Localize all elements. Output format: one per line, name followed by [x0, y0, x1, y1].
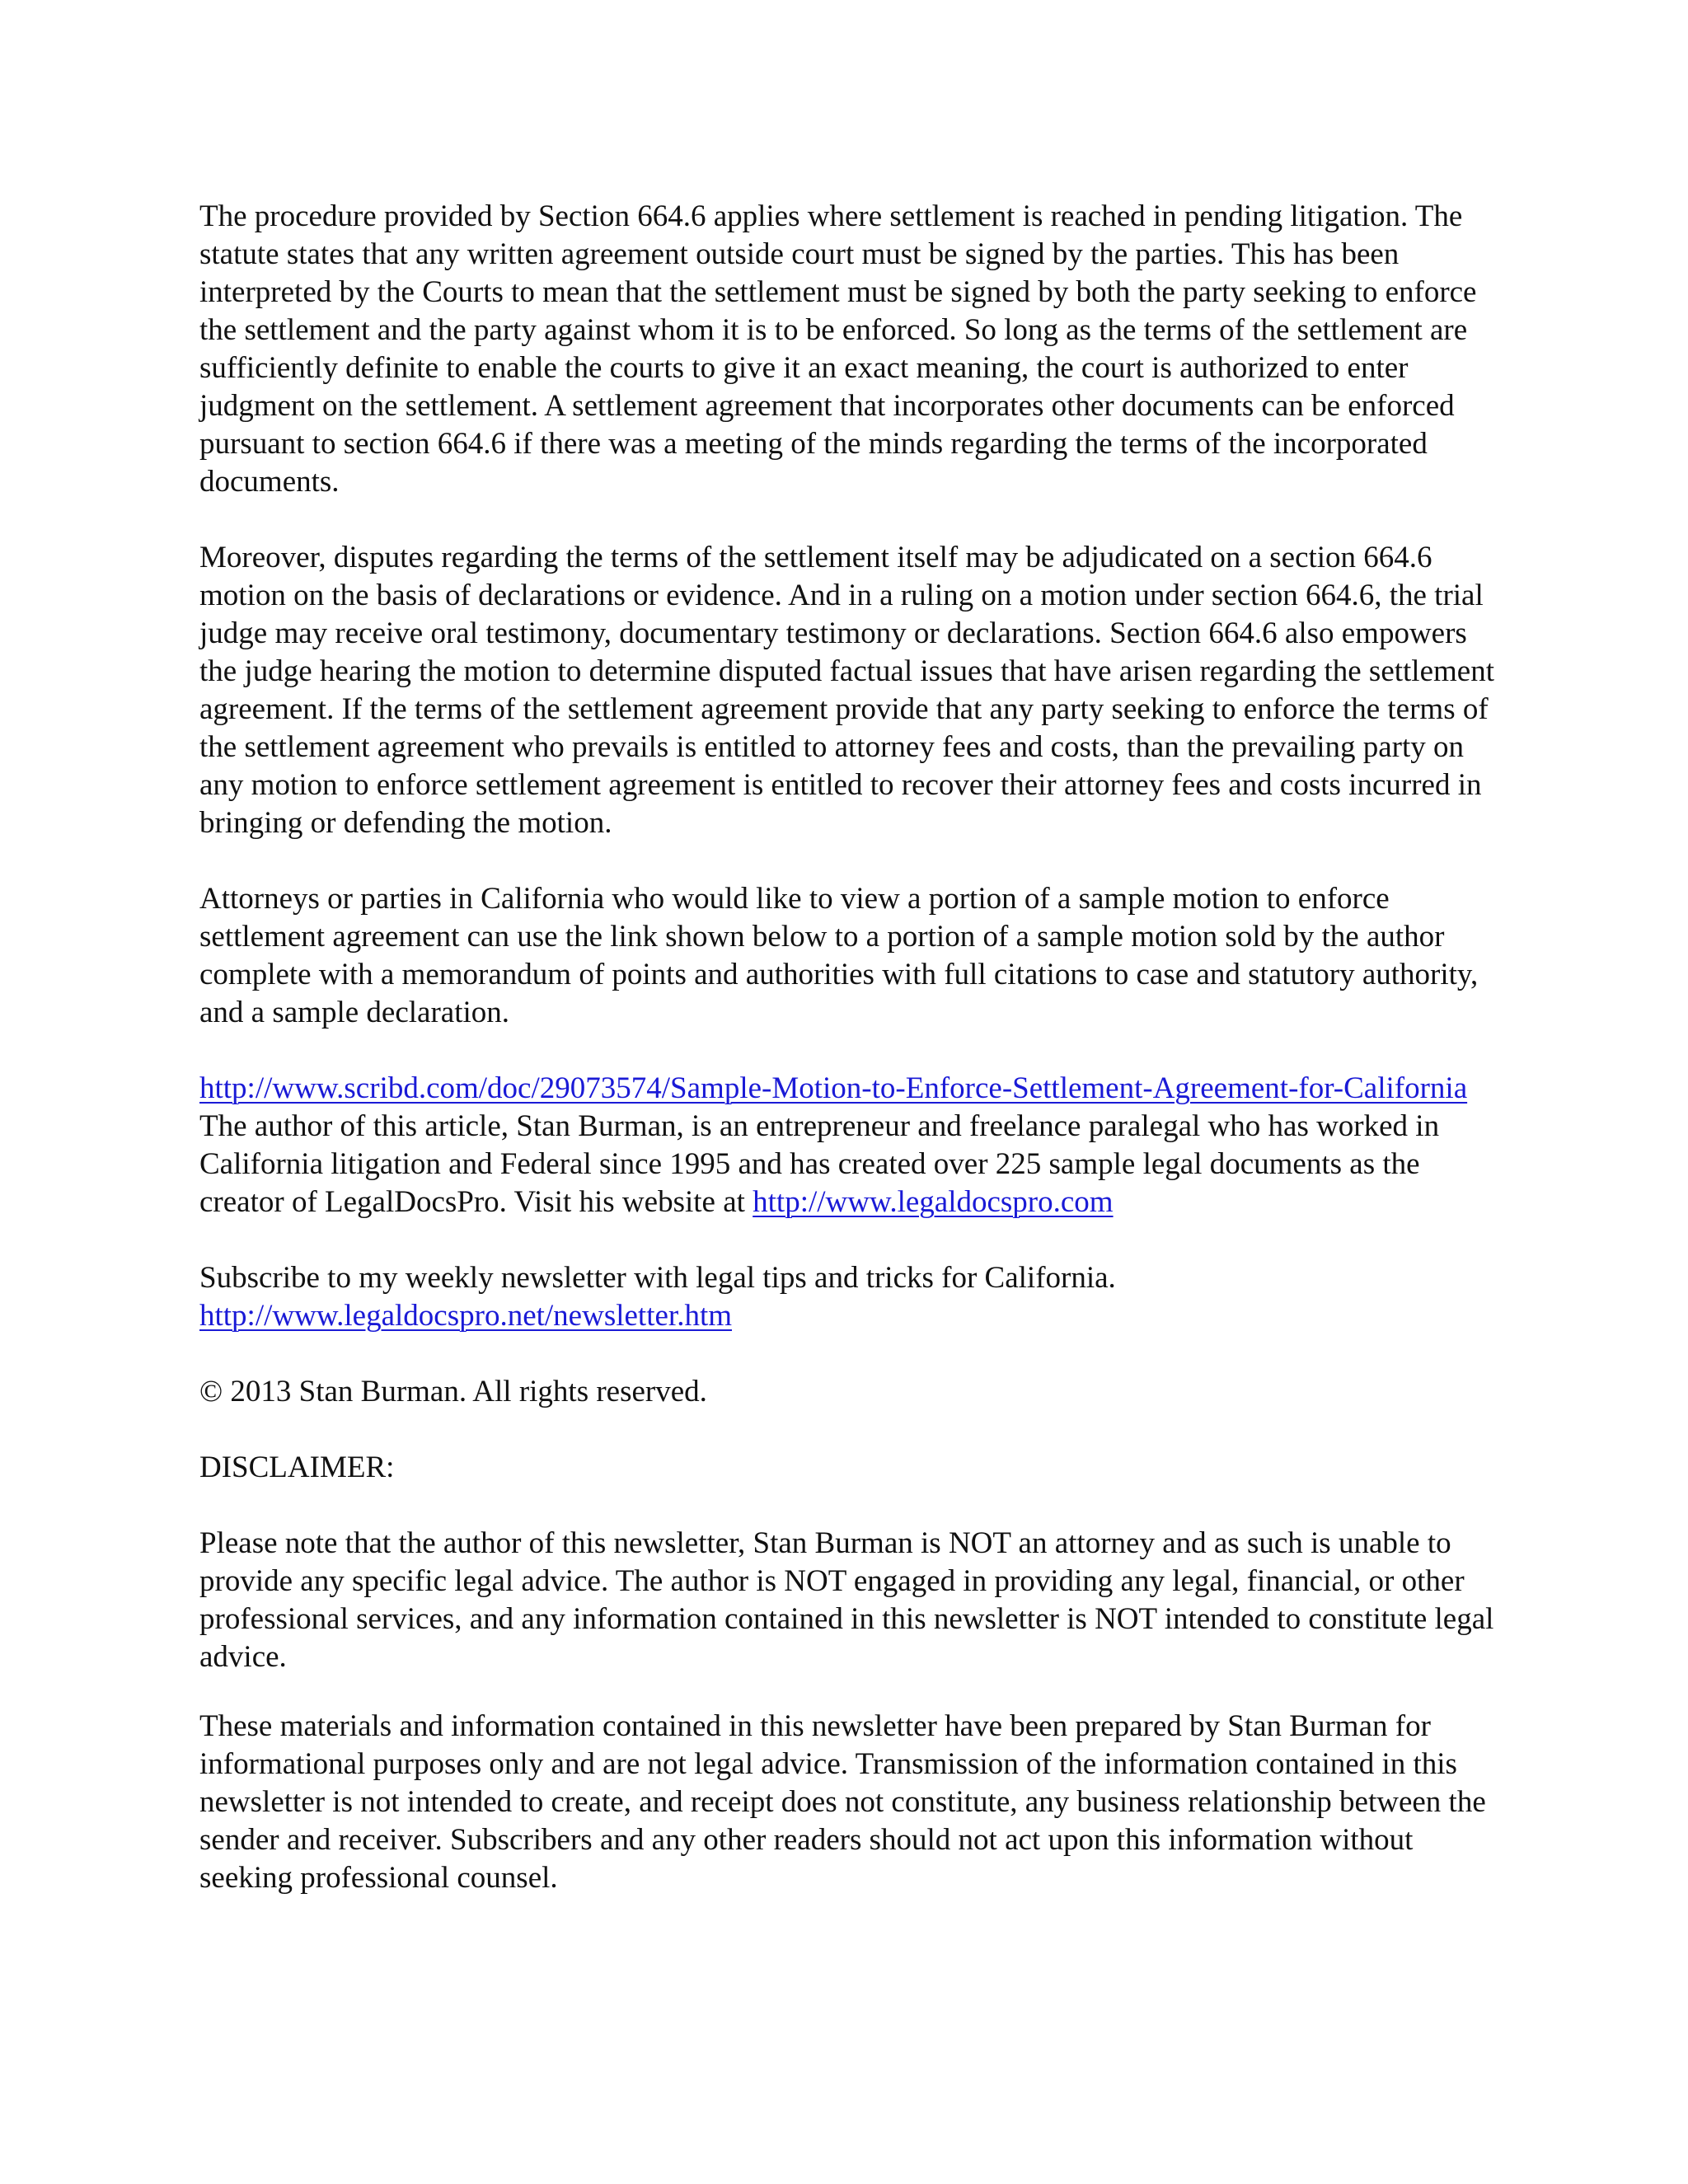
author-bio-paragraph — [199, 1108, 1502, 1221]
paragraph-disputes: Moreover, disputes regarding the terms of the settlement itself may be adjudicated on a section 664.6 motion on the basis of declarations or evidence. And in a ruling on a motion under section 664.6, the trial judge may receive oral testimony, documentary testimony or declarations. Section 664.6 also empowers the judge hearing the motion to determine disputed factual issues that have arisen regarding the settlement agreement. If the terms of the settlement agreement provide that any party seeking to enforce the terms of the settlement agreement who prevails is entitled to attorney fees and costs, than the prevailing party on any motion to enforce settlement agreement is entitled to recover their attorney fees and costs incurred in bringing or defending the motion. — [199, 541, 1494, 840]
subscribe-paragraph — [199, 1259, 1502, 1335]
copyright-notice: © 2013 Stan Burman. All rights reserved. — [199, 1375, 707, 1408]
document-page — [199, 198, 1502, 1935]
paragraph-sample-motion: Attorneys or parties in California who would like to view a portion of a sample motion to enforce settlement agreement can use the link shown below to a portion of a sample motion sold by the author complete with a memorandum of points and authorities with full citations to case and statutory authority, and a sample declaration. — [199, 882, 1479, 1029]
disclaimer-paragraph-2: These materials and information contained in this newsletter have been prepared by Stan Burman for informational purposes only and are not legal advice. Transmission of the information contained in this newsletter is not intended to create, and receipt does not constitute, any business relationship between the sender and receiver. Subscribers and any other readers should not act upon this information without seeking professional counsel. — [199, 1709, 1486, 1895]
disclaimer-paragraph-1: Please note that the author of this newsletter, Stan Burman is NOT an attorney and as such is unable to provide any specific legal advice. The author is NOT engaged in providing any legal, financial, or other professional services, and any information contained in this newsletter is NOT intended to constitute legal advice. — [199, 1526, 1494, 1674]
website-link[interactable]: http://www.legaldocspro.com — [753, 1185, 1114, 1219]
scribd-link-paragraph — [199, 1070, 1502, 1108]
disclaimer-heading: DISCLAIMER: — [199, 1451, 395, 1484]
newsletter-link[interactable]: http://www.legaldocspro.net/newsletter.htm — [199, 1299, 733, 1333]
subscribe-text: Subscribe to my weekly newsletter with legal tips and tricks for California. — [199, 1261, 1116, 1295]
scribd-link[interactable]: http://www.scribd.com/doc/29073574/Sample-Motion-to-Enforce-Settlement-Agreement-for-California — [199, 1071, 1468, 1105]
author-bio-text: The author of this article, Stan Burman, is an entrepreneur and freelance paralegal who has worked in California litigation and Federal since 1995 and has created over 225 sample legal documents as the creator of LegalDocsPro. Visit his website at — [199, 1109, 1440, 1219]
paragraph-section-664-procedure: The procedure provided by Section 664.6 applies where settlement is reached in pending litigation. The statute states that any written agreement outside court must be signed by the parties. This has been interpreted by the Courts to mean that the settlement must be signed by both the party seeking to enforce the settlement and the party against whom it is to be enforced. So long as the terms of the settlement are sufficiently definite to enable the courts to give it an exact meaning, the court is authorized to enter judgment on the settlement. A settlement agreement that incorporates other documents can be enforced pursuant to section 664.6 if there was a meeting of the minds regarding the terms of the incorporated documents. — [199, 199, 1477, 499]
